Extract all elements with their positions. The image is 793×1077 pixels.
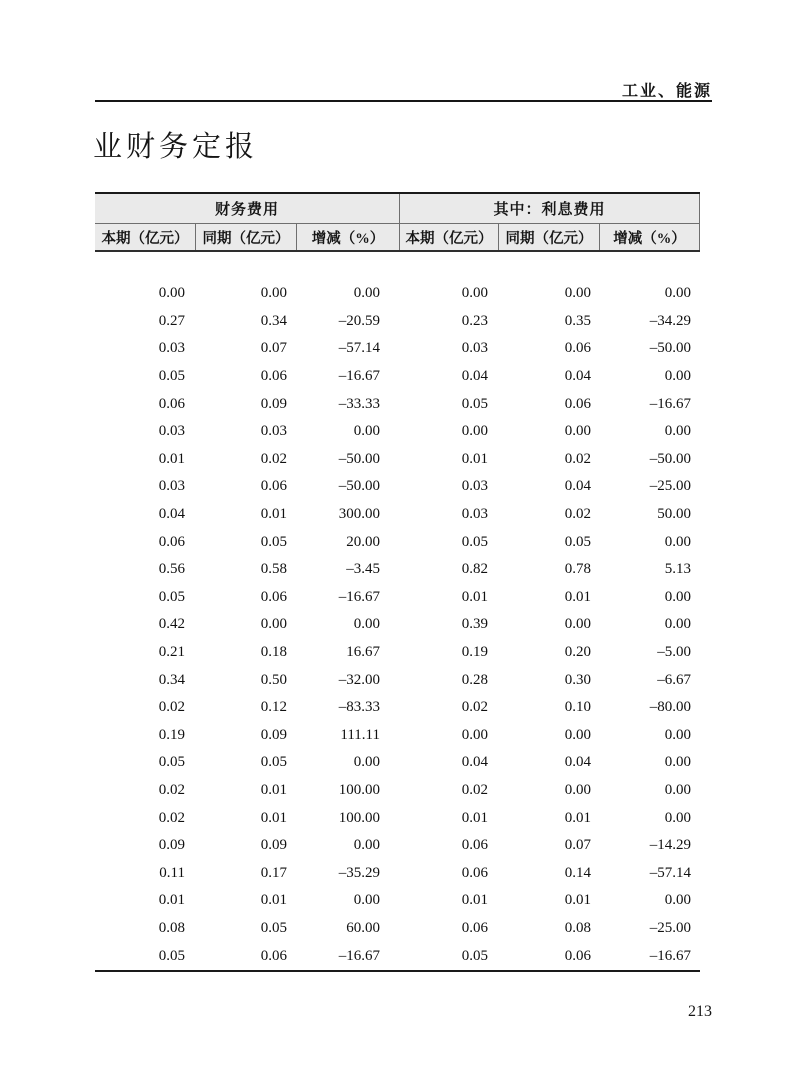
value-cell: 0.56 <box>158 561 185 578</box>
value-cell: 0.02 <box>564 450 591 467</box>
value-cell: 0.20 <box>564 644 591 661</box>
value-cell: 0.02 <box>158 699 185 716</box>
value-cell: 0.00 <box>260 616 287 633</box>
value-cell: 0.00 <box>664 781 691 798</box>
value-cell: –50.00 <box>649 340 691 357</box>
value-cell: 0.06 <box>260 478 287 495</box>
value-cell: –80.00 <box>649 699 691 716</box>
value-cell: 0.05 <box>461 533 488 550</box>
table-row <box>95 418 700 446</box>
value-cell: 0.01 <box>564 588 591 605</box>
value-cell: 60.00 <box>346 919 380 936</box>
value-cell: 0.08 <box>158 919 185 936</box>
value-cell: 0.06 <box>461 837 488 854</box>
value-cell: –57.14 <box>649 864 691 881</box>
value-cell: 0.06 <box>564 340 591 357</box>
value-cell: 0.00 <box>664 423 691 440</box>
value-cell: –50.00 <box>338 450 380 467</box>
value-cell: 0.01 <box>461 809 488 826</box>
table-row <box>95 804 700 832</box>
table-row <box>95 859 700 887</box>
value-cell: –25.00 <box>649 478 691 495</box>
value-cell: 0.04 <box>158 506 185 523</box>
value-cell: 100.00 <box>338 781 380 798</box>
value-cell: 0.00 <box>664 726 691 743</box>
value-cell: –50.00 <box>649 450 691 467</box>
value-cell: 0.42 <box>158 616 185 633</box>
value-cell: 0.39 <box>461 616 488 633</box>
table-body <box>95 252 700 972</box>
table-row <box>95 942 700 970</box>
value-cell: 0.00 <box>353 754 380 771</box>
value-cell: –5.00 <box>657 644 691 661</box>
value-cell: 0.01 <box>260 892 287 909</box>
value-cell: 0.02 <box>158 781 185 798</box>
value-cell: 0.04 <box>461 368 488 385</box>
value-cell: 0.09 <box>260 837 287 854</box>
value-cell: 0.04 <box>564 754 591 771</box>
value-cell: 0.00 <box>461 423 488 440</box>
table-row <box>95 611 700 639</box>
value-cell: 0.06 <box>564 395 591 412</box>
value-cell: 0.01 <box>461 892 488 909</box>
table-row <box>95 556 700 584</box>
value-cell: 0.00 <box>664 533 691 550</box>
value-cell: –6.67 <box>657 671 691 688</box>
value-cell: 0.00 <box>353 616 380 633</box>
table-row <box>95 280 700 308</box>
value-cell: 0.50 <box>260 671 287 688</box>
value-cell: 0.05 <box>158 947 185 964</box>
value-cell: 0.08 <box>564 919 591 936</box>
value-cell: 0.06 <box>260 368 287 385</box>
value-cell: 0.00 <box>353 837 380 854</box>
value-cell: 0.07 <box>564 837 591 854</box>
table-group-header-row <box>95 194 700 224</box>
value-cell: 0.82 <box>461 561 488 578</box>
column-header-current-period-2: 本期（亿元） <box>400 224 499 250</box>
value-cell: 0.04 <box>564 478 591 495</box>
value-cell: 0.00 <box>664 588 691 605</box>
value-cell: 0.00 <box>353 285 380 302</box>
value-cell: –32.00 <box>338 671 380 688</box>
value-cell: 0.06 <box>260 588 287 605</box>
value-cell: 0.00 <box>564 781 591 798</box>
value-cell: 0.01 <box>564 809 591 826</box>
table-row <box>95 335 700 363</box>
header-rule <box>95 100 712 102</box>
table-row <box>95 666 700 694</box>
value-cell: 0.03 <box>158 340 185 357</box>
value-cell: 0.01 <box>260 809 287 826</box>
value-cell: 0.10 <box>564 699 591 716</box>
value-cell: 0.34 <box>158 671 185 688</box>
table-row <box>95 722 700 750</box>
value-cell: 0.05 <box>461 947 488 964</box>
value-cell: 0.05 <box>260 533 287 550</box>
value-cell: 0.02 <box>461 781 488 798</box>
value-cell: 0.21 <box>158 644 185 661</box>
value-cell: 0.00 <box>353 423 380 440</box>
value-cell: –3.45 <box>346 561 380 578</box>
table-column-header-row <box>95 224 700 252</box>
value-cell: 5.13 <box>664 561 691 578</box>
value-cell: 0.05 <box>260 754 287 771</box>
column-header-change-percent-2: 增减（%） <box>600 224 700 250</box>
value-cell: 0.23 <box>461 312 488 329</box>
value-cell: 0.11 <box>159 864 185 881</box>
value-cell: 0.58 <box>260 561 287 578</box>
column-header-change-percent-1: 增减（%） <box>297 224 400 250</box>
value-cell: 20.00 <box>346 533 380 550</box>
value-cell: –16.67 <box>338 947 380 964</box>
value-cell: –57.14 <box>338 340 380 357</box>
value-cell: 0.00 <box>664 754 691 771</box>
value-cell: 0.06 <box>158 533 185 550</box>
value-cell: 0.00 <box>664 616 691 633</box>
value-cell: 0.06 <box>461 919 488 936</box>
value-cell: 0.05 <box>564 533 591 550</box>
value-cell: 0.07 <box>260 340 287 357</box>
value-cell: 0.00 <box>664 892 691 909</box>
value-cell: 0.06 <box>158 395 185 412</box>
value-cell: 0.34 <box>260 312 287 329</box>
value-cell: 0.09 <box>260 395 287 412</box>
value-cell: –50.00 <box>338 478 380 495</box>
value-cell: 0.00 <box>564 285 591 302</box>
value-cell: 0.06 <box>260 947 287 964</box>
value-cell: 0.03 <box>461 506 488 523</box>
value-cell: 0.02 <box>564 506 591 523</box>
value-cell: 0.09 <box>260 726 287 743</box>
value-cell: 0.01 <box>461 588 488 605</box>
value-cell: 0.05 <box>158 754 185 771</box>
table-row <box>95 694 700 722</box>
table-row <box>95 363 700 391</box>
value-cell: –16.67 <box>649 395 691 412</box>
value-cell: 0.00 <box>260 285 287 302</box>
value-cell: 0.00 <box>158 285 185 302</box>
value-cell: 0.27 <box>158 312 185 329</box>
value-cell: 0.04 <box>461 754 488 771</box>
value-cell: –35.29 <box>338 864 380 881</box>
value-cell: 0.01 <box>158 450 185 467</box>
value-cell: 0.03 <box>158 478 185 495</box>
financial-report-table <box>95 192 700 972</box>
value-cell: –25.00 <box>649 919 691 936</box>
value-cell: 0.02 <box>461 699 488 716</box>
value-cell: 0.00 <box>461 285 488 302</box>
column-header-current-period-1: 本期（亿元） <box>95 224 196 250</box>
table-row <box>95 308 700 336</box>
value-cell: 0.03 <box>158 423 185 440</box>
value-cell: 0.01 <box>564 892 591 909</box>
table-row <box>95 777 700 805</box>
value-cell: –16.67 <box>649 947 691 964</box>
value-cell: 0.01 <box>461 450 488 467</box>
value-cell: 0.19 <box>461 644 488 661</box>
value-cell: 0.09 <box>158 837 185 854</box>
value-cell: 0.01 <box>260 506 287 523</box>
table-row <box>95 832 700 860</box>
value-cell: –14.29 <box>649 837 691 854</box>
value-cell: 0.00 <box>664 285 691 302</box>
page-number: 213 <box>688 1003 712 1020</box>
table-row <box>95 446 700 474</box>
value-cell: 0.05 <box>158 588 185 605</box>
value-cell: –16.67 <box>338 588 380 605</box>
value-cell: 0.18 <box>260 644 287 661</box>
value-cell: 0.00 <box>461 726 488 743</box>
value-cell: 100.00 <box>338 809 380 826</box>
value-cell: 0.01 <box>158 892 185 909</box>
value-cell: 0.05 <box>461 395 488 412</box>
value-cell: 300.00 <box>338 506 380 523</box>
value-cell: 0.78 <box>564 561 591 578</box>
table-row <box>95 501 700 529</box>
group-header-interest-expenses: 其中：利息费用 <box>400 194 700 223</box>
value-cell: 0.06 <box>461 864 488 881</box>
value-cell: 0.30 <box>564 671 591 688</box>
value-cell: 0.01 <box>260 781 287 798</box>
value-cell: 0.28 <box>461 671 488 688</box>
value-cell: 0.00 <box>664 809 691 826</box>
value-cell: –20.59 <box>338 312 380 329</box>
table-row <box>95 528 700 556</box>
value-cell: 0.00 <box>353 892 380 909</box>
value-cell: 0.06 <box>564 947 591 964</box>
value-cell: 0.02 <box>260 450 287 467</box>
value-cell: 50.00 <box>657 506 691 523</box>
value-cell: 0.35 <box>564 312 591 329</box>
page-title: 业财务定报 <box>93 131 259 163</box>
value-cell: 0.00 <box>564 616 591 633</box>
value-cell: 0.03 <box>461 340 488 357</box>
table-header <box>95 192 700 252</box>
value-cell: 0.03 <box>260 423 287 440</box>
value-cell: 111.11 <box>340 726 380 743</box>
table-row <box>95 390 700 418</box>
value-cell: 0.05 <box>158 368 185 385</box>
group-header-financial-expenses: 财务费用 <box>95 194 400 223</box>
value-cell: 0.00 <box>564 423 591 440</box>
value-cell: 0.12 <box>260 699 287 716</box>
value-cell: 16.67 <box>346 644 380 661</box>
column-header-same-period-2: 同期（亿元） <box>499 224 600 250</box>
value-cell: 0.04 <box>564 368 591 385</box>
table-row <box>95 639 700 667</box>
value-cell: 0.00 <box>664 368 691 385</box>
column-header-same-period-1: 同期（亿元） <box>196 224 297 250</box>
value-cell: 0.14 <box>564 864 591 881</box>
table-row <box>95 887 700 915</box>
value-cell: –83.33 <box>338 699 380 716</box>
value-cell: 0.17 <box>260 864 287 881</box>
table-row <box>95 584 700 612</box>
value-cell: 0.03 <box>461 478 488 495</box>
section-header: 工业、能源 <box>621 83 712 100</box>
table-row <box>95 473 700 501</box>
value-cell: –16.67 <box>338 368 380 385</box>
value-cell: 0.00 <box>564 726 591 743</box>
value-cell: 0.05 <box>260 919 287 936</box>
value-cell: 0.19 <box>158 726 185 743</box>
value-cell: 0.02 <box>158 809 185 826</box>
value-cell: –34.29 <box>649 312 691 329</box>
table-row <box>95 749 700 777</box>
table-row <box>95 915 700 943</box>
value-cell: –33.33 <box>338 395 380 412</box>
